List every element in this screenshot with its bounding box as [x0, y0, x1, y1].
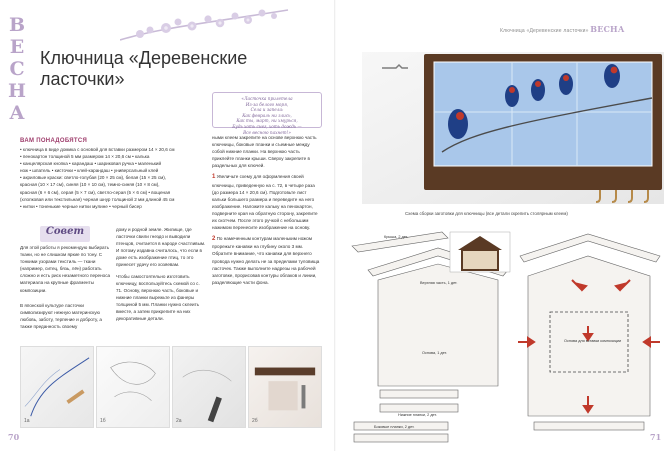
instructions-intro: ными клеем закрепите на основе верхнюю часть ключницы, боковые планки и съемные между собой нижние планки. На верхнюю часть приклейте планки крыши. Сверху закрепите в раздельных для ключей.: [212, 135, 317, 169]
middle-paragraph: дому и родной земле. Жилище, где ласточки свили гнездо и выводили птенцов, считается в народе счастливым. И потому издавна считалось, что если в доме есть изображение птиц, то это принесет удачу его хозяевам.: [116, 227, 206, 268]
label-top: Верхняя часть, 1 дет.: [420, 281, 458, 285]
materials-list: [20, 146, 192, 210]
photo-number: 2б: [252, 418, 258, 424]
cutting-illustration: [173, 347, 245, 427]
materials-line: • канцелярская кнопка • карандаш • шариковая ручка • маленький: [20, 161, 162, 167]
poem-box: [212, 92, 322, 135]
poem-line: Как ты, март, ни хмурься,: [236, 118, 298, 124]
step-text: Увеличьте схему для оформления своей ключницы, приведенную на с. 72, в четыре раза (до размера 14 × 20,6 см). Подготовьте лист кальки большего размера и переведите на него изображение. Наложите кальку на пенокартон, подверните края на обратную сторону, закрепите их скотчем. После этого ручкой с небольшим нажимом перенесите изображение на основу.: [212, 174, 318, 231]
page-number-right: 71: [650, 432, 662, 442]
key-holder-photo: [362, 52, 664, 204]
materials-title: ВАМ ПОНАДОБЯТСЯ: [20, 138, 88, 144]
middle-column: [116, 226, 206, 322]
page-title: Ключница «Деревенские ласточки»: [40, 48, 248, 89]
label-roof: Крыша, 2 дет.: [384, 235, 409, 239]
blossom-branch-illustration: [120, 6, 290, 48]
step-number: 1: [212, 174, 216, 181]
step-photos: [20, 346, 322, 428]
label-bottom: Нижние планки, 2 дет.: [398, 413, 437, 417]
section-vertical-title: ВЕСНА: [6, 14, 28, 124]
running-header-text: Ключница «Деревенские ласточки»: [500, 28, 589, 34]
poem-line: Будь хоть снег, хоть дождь —: [232, 123, 302, 129]
poem-line: Как февраль ни злись,: [242, 112, 292, 118]
photo-number: 1б: [100, 418, 106, 424]
label-insert: Основа для вставки композиции: [564, 339, 622, 343]
instructions-column: [212, 134, 322, 290]
step-text: По намеченным контурам маленьким ножом прорежьте канавки на глубину около 3 мм. Обратите внимание, что канавки для верхнего провода нужно делать не за пределами туловища ласточек. Также выполните надрезы на рабочей заготовке, прорисовав контуры облаков и линии, разделяющие части фона.: [212, 236, 320, 285]
materials-line: • ключница в виде домика с основой для вставки размером 14 × 20,6 см: [20, 147, 175, 152]
step-photo: [248, 346, 322, 428]
assembly-diagram: [338, 226, 672, 446]
symbolism-text: В японской культуре ласточки символизируют нежную материнскую любовь, заботу, терпение и доброту, а также преданность своему: [20, 303, 102, 330]
page-number-left: 70: [8, 432, 20, 442]
step-photo: [96, 346, 170, 428]
step-number: 2: [212, 236, 216, 243]
label-side: Боковые планки, 2 дет.: [374, 425, 415, 429]
step-photo: [172, 346, 246, 428]
materials-line: красная (10 × 17 см), синяя (10 × 10 см), темно-синяя (10 × 8 см),: [20, 182, 160, 188]
assembly-illustration: [249, 347, 321, 427]
instruction-step-2: [212, 235, 322, 286]
poem-line: Все весною пахнет!»: [243, 129, 291, 135]
advice-text: Для этой работы я рекомендую выбирать ткани, но не слишком яркие по тону. С тонкими узорами текстиль — ткани (например, ситец, бязь, лён) работать сложно и есть риск незаметного переноса материала на крупные фрагменты композиции.: [20, 245, 111, 293]
tracing-illustration: [21, 347, 93, 427]
photo-number: 1а: [24, 418, 30, 424]
advice-title: Совет: [45, 226, 85, 237]
poem-line: «Ласточка прилетела: [241, 96, 293, 101]
materials-line: • пенокартон толщиной 5 мм размером 14 × 20,6 см • калька: [20, 154, 150, 160]
materials-line: • нитки • тоненькие черные нитки мулине • черный бисер: [20, 203, 142, 209]
photo-number: 2а: [176, 418, 182, 424]
poem-line: Села и запела:: [250, 107, 284, 113]
step-photo: [20, 346, 94, 428]
outline-illustration: [97, 347, 169, 427]
instruction-step-1: [212, 173, 322, 231]
diagram-caption: Схема сборки заготовки для ключницы (все детали скрепить столярным клеем): [405, 211, 568, 216]
middle-paragraph: Чтобы самостоятельно изготовить ключницу, воспользуйтесь схемой со с. 71. Основу, верхнюю часть, боковые и нижние планки вырежьте из фанеры толщиной 5 мм. Планки нужно склеить вместе, а затем прикрепите на них декоративные детали.: [116, 273, 200, 322]
running-header-section: ВЕСНА: [590, 24, 625, 34]
running-header: [500, 24, 670, 34]
materials-line: красная (6 × 6 см), серая (5 × 7 см), светло-серая (5 × 6 см) • вощеная: [20, 189, 171, 195]
materials-line: (хлопковая или текстильная) черная шнур толщиной 2 мм длиной 45 см: [20, 196, 175, 202]
materials-line: • акриловые краски: светло-голубая (20 × 25 см), белая (15 × 25 см),: [20, 175, 167, 181]
materials-line: нож • шпатель • кисточки • клей-карандаш • универсальный клей: [20, 168, 159, 174]
label-base: Основа, 1 дет.: [422, 351, 447, 355]
poem-line: Из-за белого моря,: [245, 101, 289, 107]
